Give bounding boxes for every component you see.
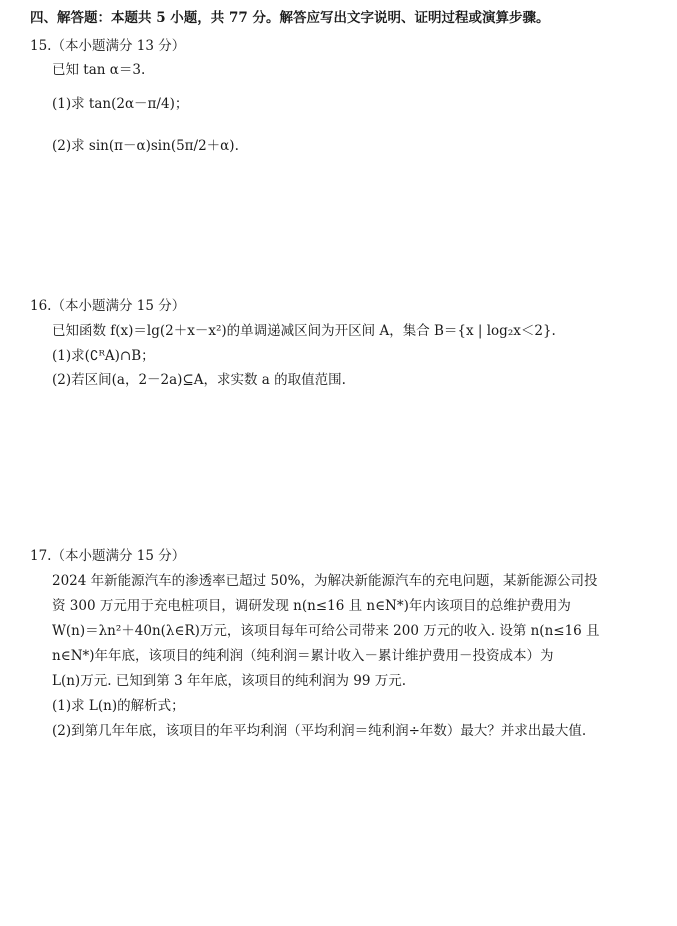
question-17-text-line-4: n∈N*)年年底，该项目的纯利润（纯利润＝累计收入－累计维护费用－投资成本）为 (52, 648, 554, 664)
question-15-given: 已知 tan α＝3. (52, 62, 146, 78)
section-header: 四、解答题：本题共 5 小题，共 77 分。解答应写出文字说明、证明过程或演算步骤。 (30, 10, 550, 26)
question-17-text-line-3: W(n)＝λn²＋40n(λ∈R)万元，该项目每年可给公司带来 200 万元的收入. 设第 n(n≤16 且 (52, 623, 600, 639)
question-16-given: 已知函数 f(x)＝lg(2＋x－x²)的单调递减区间为开区间 A，集合 B＝{x | log₂x＜2}. (52, 323, 556, 339)
question-15-part-1: (1)求 tan(2α－π/4)； (52, 96, 189, 112)
question-16-part-1: (1)求(∁ᴿA)∩B； (52, 348, 155, 364)
question-16-header: 16.（本小题满分 15 分） (30, 298, 186, 314)
question-17-text-line-5: L(n)万元. 已知到第 3 年年底，该项目的纯利润为 99 万元. (52, 673, 406, 689)
question-15-header: 15.（本小题满分 13 分） (30, 38, 186, 54)
question-17-text-line-2: 资 300 万元用于充电桩项目，调研发现 n(n≤16 且 n∈N*)年内该项目的总维护费用为 (52, 598, 571, 614)
question-17-header: 17.（本小题满分 15 分） (30, 548, 186, 564)
question-16-part-2: (2)若区间(a，2－2a)⊆A，求实数 a 的取值范围. (52, 372, 346, 388)
question-17-text-line-1: 2024 年新能源汽车的渗透率已超过 50%，为解决新能源汽车的充电问题，某新能源公司投 (52, 573, 598, 589)
question-15-part-2: (2)求 sin(π－α)sin(5π/2＋α). (52, 138, 239, 154)
question-17-part-2: (2)到第几年年底，该项目的年平均利润（平均利润＝纯利润÷年数）最大？并求出最大值. (52, 723, 587, 739)
question-17-part-1: (1)求 L(n)的解析式； (52, 698, 185, 714)
